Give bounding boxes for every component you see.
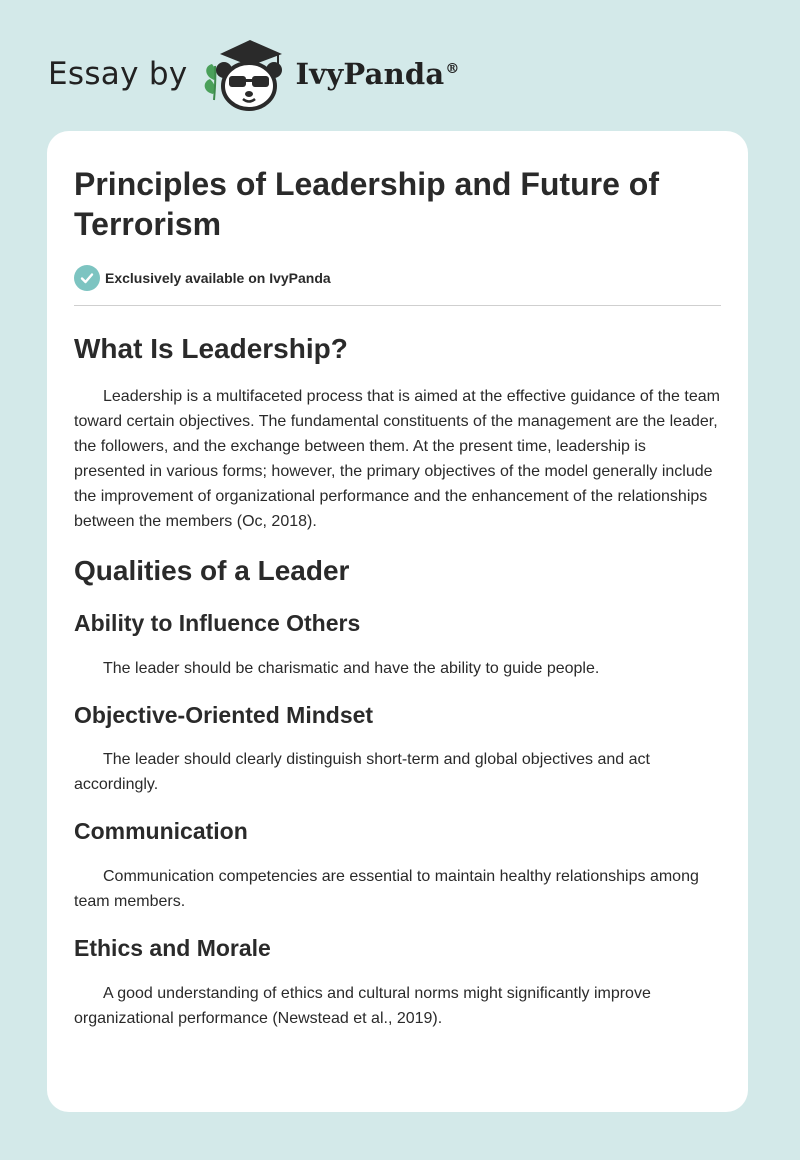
exclusive-badge-label: Exclusively available on IvyPanda (105, 270, 331, 286)
paragraph-communication: Communication competencies are essential to maintain healthy relationships among team members. (74, 868, 699, 910)
paragraph-influence: The leader should be charismatic and have the ability to guide people. (103, 660, 600, 677)
essay-by-label: Essay by (48, 56, 188, 92)
paragraph-objective: The leader should clearly distinguish short-term and global objectives and act accordingly. (74, 751, 650, 793)
registered-mark: ® (445, 61, 460, 78)
subheading-objective: Objective-Oriented Mindset (74, 702, 374, 728)
exclusive-badge (74, 264, 721, 292)
subheading-communication: Communication (74, 818, 248, 844)
essay-title: Principles of Leadership and Future of Terrorism (74, 166, 659, 242)
subheading-ethics: Ethics and Morale (74, 935, 271, 961)
section-heading-qualities: Qualities of a Leader (74, 555, 350, 586)
paragraph-what-is-leadership: Leadership is a multifaceted process that is aimed at the effective guidance of the team toward certain objectives. The fundamental constituents of the management are the leader, the followers, and the exchange between them. At the present time, leadership is presented in various forms; however, the primary objectives of the model generally include the improvement of organizational performance and the enhancement of the relationships between the members (Oc, 2018). (74, 388, 720, 530)
panda-logo-icon[interactable] (200, 36, 290, 112)
section-heading-what-is-leadership: What Is Leadership? (74, 333, 348, 364)
paragraph-ethics: A good understanding of ethics and cultural norms might significantly improve organizational performance (Newstead et al., 2019). (74, 985, 651, 1027)
essay-card (47, 131, 748, 1112)
title-divider (74, 305, 721, 306)
brand-name[interactable]: IvyPanda® (295, 57, 460, 91)
check-circle-icon (74, 265, 100, 291)
subheading-influence: Ability to Influence Others (74, 610, 361, 636)
site-header (48, 36, 460, 112)
